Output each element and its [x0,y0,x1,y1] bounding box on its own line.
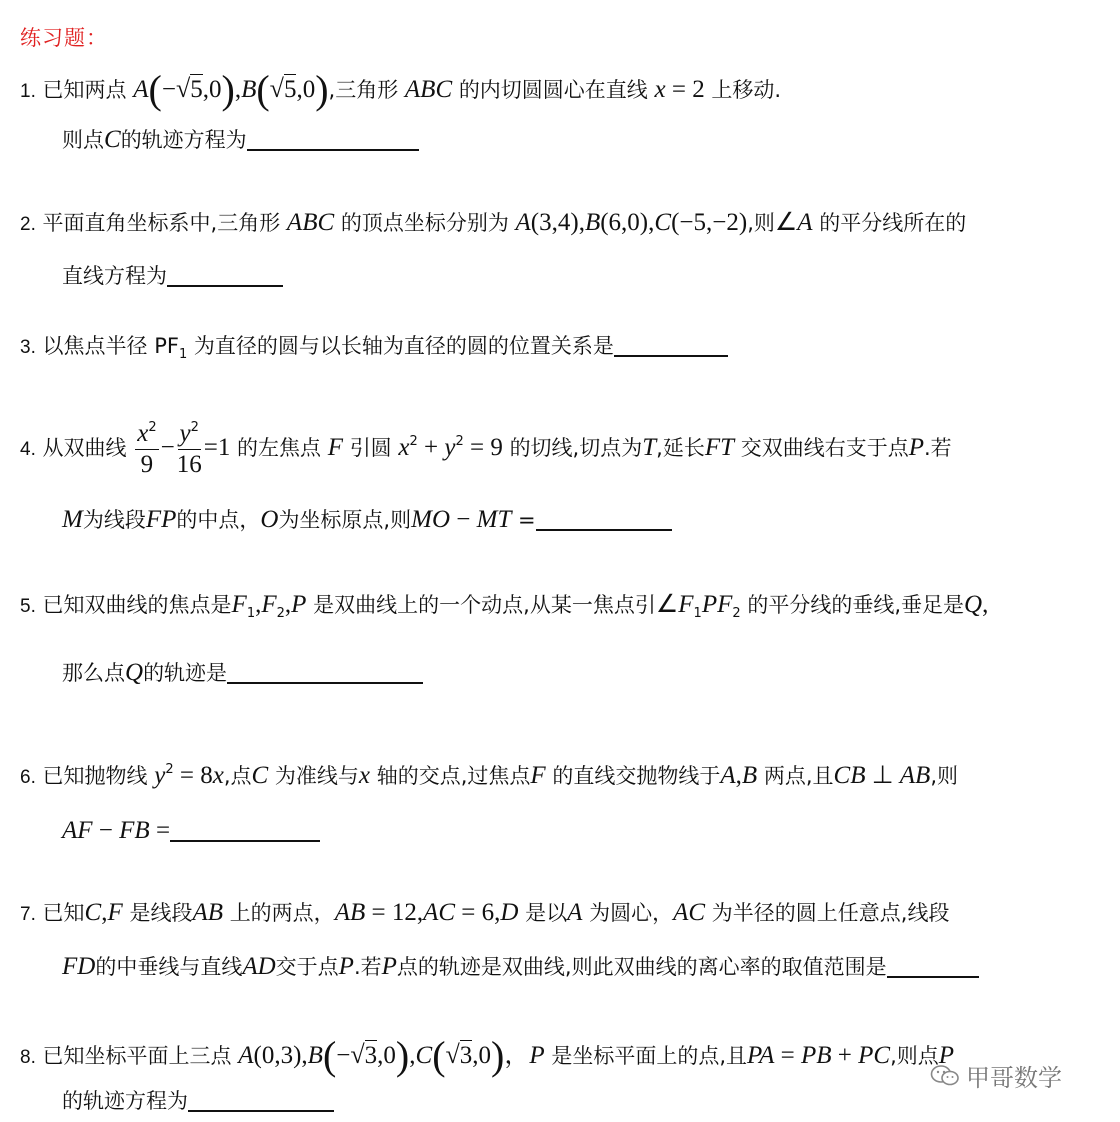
watermark [930,1058,1062,1093]
question-6-line-1: 6. 已知抛物线 $y^2 = 8x$,点C 为准线与x 轴的交点,过焦点F 的直线交抛物线于A,B 两点,且CB ⊥ AB,则 [20,762,959,789]
question-5-line-2: 那么点Q的轨迹是 [62,660,423,685]
question-8-line-2: 的轨迹方程为 [62,1090,334,1112]
question-1-line-1: 1. 已知两点 A(−√5,0),B(√5,0),三角形 ABC 的内切圆圆心在直线 x = 2 上移动. [20,67,782,112]
wechat-icon [930,1064,960,1088]
exercise-heading: 练习题： [20,26,108,50]
question-4-line-2: M为线段FP的中点，O为坐标原点,则MO − MT = [62,507,672,532]
question-8-line-1: 8. 已知坐标平面上三点 A(0,3),B(−√3,0),C(√3,0)，P 是坐标平面上的点,且PA = PB + PC,则点P [20,1033,955,1078]
question-7-line-2: FD的中垂线与直线AD交于点P.若P点的轨迹是双曲线,则此双曲线的离心率的取值范围是 [62,954,979,979]
answer-blank-1[interactable] [247,129,419,151]
answer-blank-8[interactable] [188,1090,334,1112]
answer-blank-2[interactable] [167,265,283,287]
question-2-line-2: 直线方程为 [62,265,283,287]
question-5-line-1: 5. 已知双曲线的焦点是$F_1,F_2,P$ 是双曲线上的一个动点,从某一焦点引$\angle F_1PF_2$ 的平分线的垂线,垂足是Q, [20,591,989,621]
question-6-line-2: AF − FB = [62,818,320,843]
question-1-line-2: 则点C的轨迹方程为 [62,127,419,152]
question-3-line-1: 3. 以焦点半径 $PF_1$ 为直径的圆与以长轴为直径的圆的位置关系是 [20,335,728,361]
question-2-line-1: 2. 平面直角坐标系中,三角形 ABC 的顶点坐标分别为 A(3,4),B(6,0),C(−5,−2),则∠A 的平分线所在的 [20,209,967,236]
answer-blank-3[interactable] [614,335,728,357]
answer-blank-4[interactable] [536,509,672,531]
watermark-text: 甲哥数学 [966,1064,1062,1092]
answer-blank-6[interactable] [170,820,320,842]
answer-blank-7[interactable] [887,956,979,978]
question-7-line-1: 7. 已知C,F 是线段AB 上的两点，AB = 12,AC = 6,D 是以A 为圆心，AC 为半径的圆上任意点,线段 [20,899,950,926]
answer-blank-5[interactable] [227,662,423,684]
question-4-line-1: 4. 从双曲线 $\frac{x^2}{9}$ − $\frac{y^2}{16}$ =1 的左焦点 F 引圆 $x^2 + y^2 = 9$ 的切线,切点为T,延长FT 交双曲线右支于点P.若 [20,420,952,478]
